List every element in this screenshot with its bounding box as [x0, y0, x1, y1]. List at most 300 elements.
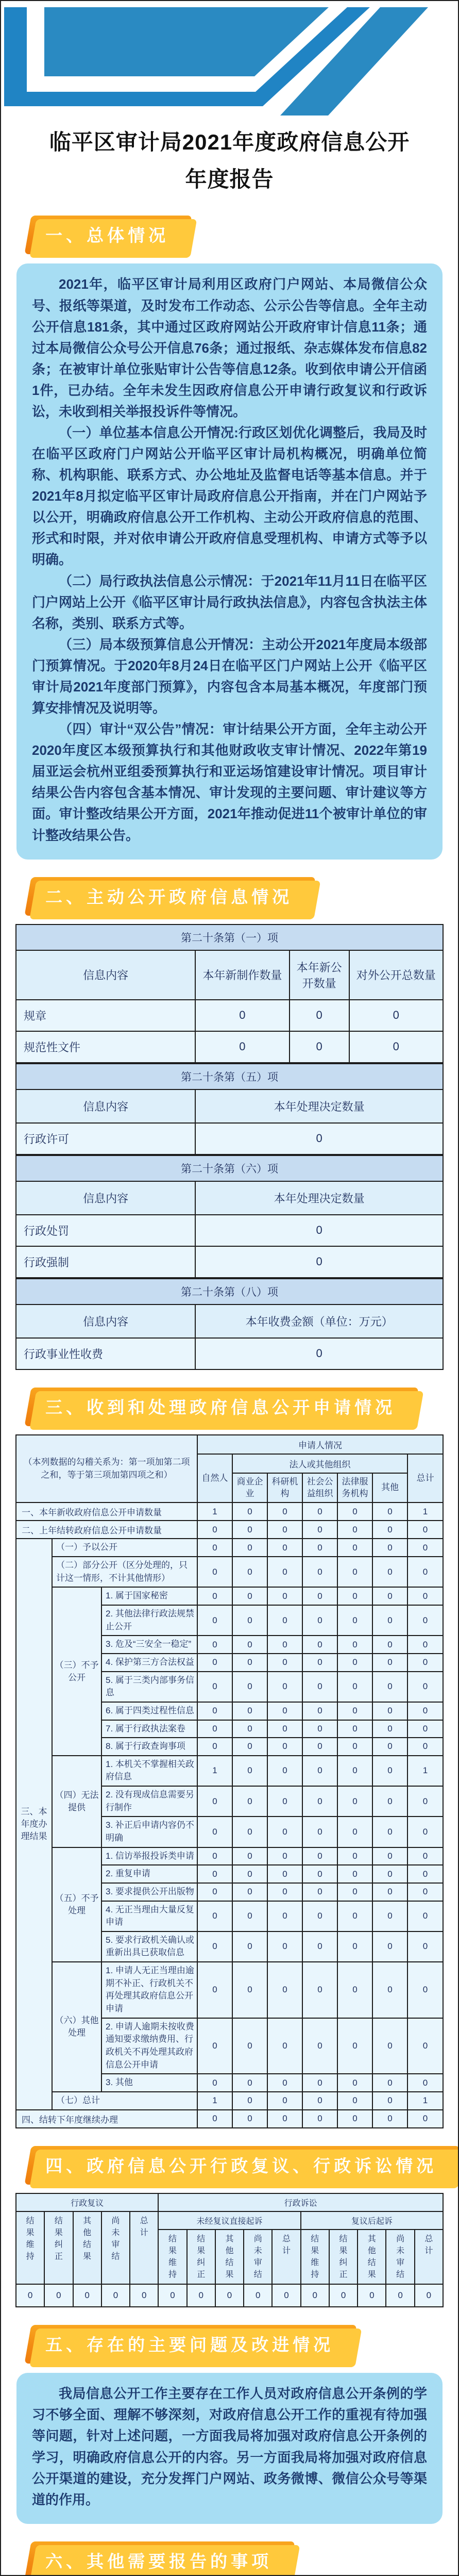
cell-value: 0	[232, 2092, 267, 2110]
cell-value: 0	[267, 1738, 302, 1756]
cell-value: 0	[232, 1847, 267, 1865]
column-header-text: 结果维持	[26, 2216, 35, 2261]
row-label: （二）部分公开（区分处理的，只计这一情形，不计其他情形）	[52, 1557, 197, 1587]
cell-value: 0	[232, 1654, 267, 1672]
column-header: 总计	[407, 1454, 443, 1503]
cell-value: 0	[407, 1605, 443, 1636]
cell-value: 0	[267, 1654, 302, 1672]
cell-value: 0	[415, 2284, 443, 2307]
cell-value: 0	[337, 2110, 372, 2128]
cell-value: 0	[197, 1738, 232, 1756]
cell-value: 0	[267, 1720, 302, 1738]
cell-value: 0	[232, 1702, 267, 1720]
cell-value: 0	[372, 1672, 407, 1702]
cell-value: 0	[407, 1557, 443, 1587]
cell-value: 0	[372, 1865, 407, 1883]
cell-value: 0	[337, 1883, 372, 1901]
group-header: 第二十条第（一）项	[16, 924, 443, 950]
table-row	[16, 1539, 443, 1557]
cell-value: 0	[267, 1702, 302, 1720]
cell-value: 1	[407, 2092, 443, 2110]
cell-value: 0	[267, 1557, 302, 1587]
column-header-text: 其他结果	[225, 2234, 234, 2280]
cell-value: 0	[158, 2284, 186, 2307]
cell-value: 0	[197, 1636, 232, 1654]
cell-value: 0	[195, 1246, 443, 1278]
column-header: 对外公开总数量	[349, 950, 443, 1000]
cell-value: 0	[337, 2074, 372, 2092]
cell-value: 0	[197, 1672, 232, 1702]
cell-value: 0	[232, 1786, 267, 1817]
cell-value: 0	[302, 1539, 337, 1557]
row-label: 2. 没有现成信息需要另行制作	[101, 1786, 197, 1817]
table-row	[16, 1064, 443, 1089]
row-label: 3. 补正后申请内容仍不明确	[101, 1817, 197, 1847]
table-row	[16, 1962, 443, 2018]
cell-value: 0	[372, 2074, 407, 2092]
column-header-text: 尚未审结	[253, 2234, 262, 2280]
cell-value: 0	[267, 1672, 302, 1702]
column-header	[73, 2211, 101, 2285]
cell-value: 0	[302, 1883, 337, 1901]
section2-banner	[28, 877, 458, 916]
cell-value: 0	[232, 1720, 267, 1738]
cell-value: 0	[337, 1605, 372, 1636]
table-row	[16, 1155, 443, 1181]
paragraph: 2021年，临平区审计局利用区政府门户网站、本局微信公众号、报纸等渠道，及时发布工作动态、公示公告等信息。全年主动公开信息181条，其中通过区政府网站公开政府审计信息11条；通过本局微信公众号公开信息76条；通过报纸、杂志媒体发布信息82条；在被审计单位张贴审计公告等信息12条。收到依申请公开信函1件，已办结。全年未发生因政府信息公开申请行政复议和行政诉讼，未收到相关举报投诉件等情况。	[32, 276, 427, 419]
cell-value: 0	[195, 1338, 443, 1369]
table-row	[16, 2284, 443, 2307]
cell-value: 0	[372, 1539, 407, 1557]
cell-value: 0	[267, 2110, 302, 2128]
cell-value: 0	[267, 1962, 302, 2018]
cell-value: 0	[302, 1817, 337, 1847]
cell-value: 0	[372, 1636, 407, 1654]
table-row	[16, 1435, 443, 1454]
row-label: 6. 属于四类过程性信息	[101, 1702, 197, 1720]
cell-value: 0	[407, 1786, 443, 1817]
cell-value: 0	[302, 1720, 337, 1738]
cell-value: 0	[302, 1847, 337, 1865]
cell-value: 0	[302, 1702, 337, 1720]
cell-value: 0	[232, 1817, 267, 1847]
column-header	[358, 2230, 386, 2285]
row-label: （六）其他处理	[52, 1962, 101, 2092]
cell-value: 1	[407, 1756, 443, 1786]
cell-value: 0	[195, 1031, 289, 1063]
section2-banner-shape	[24, 877, 315, 916]
column-header: 本年处理决定数量	[195, 1181, 443, 1215]
cell-value: 0	[407, 1672, 443, 1702]
cell-value: 0	[337, 1521, 372, 1539]
cell-value: 0	[267, 1756, 302, 1786]
cell-value: 0	[232, 2110, 267, 2128]
cell-value: 0	[267, 2018, 302, 2074]
cell-value: 0	[232, 1931, 267, 1962]
cell-value: 0	[302, 1931, 337, 1962]
cell-value: 0	[197, 1817, 232, 1847]
cell-value: 0	[372, 1502, 407, 1521]
row-label: 8. 属于行政查询事项	[101, 1738, 197, 1756]
cell-value: 0	[337, 1636, 372, 1654]
cell-value: 0	[372, 1962, 407, 2018]
section1-banner-shape	[24, 216, 192, 254]
cell-value: 0	[302, 1636, 337, 1654]
cell-value: 0	[407, 1539, 443, 1557]
cell-value: 0	[197, 2018, 232, 2074]
cell-value: 0	[337, 1786, 372, 1817]
cell-value: 0	[302, 1962, 337, 2018]
cell-value: 0	[301, 2284, 329, 2307]
column-header-text: 总计	[282, 2234, 291, 2255]
cell-value: 0	[302, 1786, 337, 1817]
cell-value: 1	[197, 2092, 232, 2110]
row-label: 行政许可	[16, 1123, 195, 1154]
cell-value: 0	[372, 1756, 407, 1786]
column-header	[272, 2230, 300, 2285]
review-litigation-table	[15, 2193, 444, 2308]
section6-banner	[28, 2541, 458, 2576]
cell-value: 0	[372, 1605, 407, 1636]
row-label: 2. 申请人逾期未按收费通知要求缴纳费用、行政机关不再处理其政府信息公开申请	[101, 2018, 197, 2074]
cell-value: 1	[197, 1756, 232, 1786]
section5-content-box	[16, 2373, 443, 2523]
table-note: （本列数据的勾稽关系为：第一项加第二项之和，等于第三项加第四项之和）	[16, 1435, 197, 1503]
cell-value: 0	[302, 2074, 337, 2092]
cell-value: 0	[302, 1502, 337, 1521]
cell-value: 0	[337, 1502, 372, 1521]
cell-value: 0	[232, 2074, 267, 2092]
section3-table	[1, 1434, 458, 2128]
column-header: 科研机构	[267, 1473, 302, 1503]
cell-value: 0	[372, 2110, 407, 2128]
cell-value: 0	[232, 1605, 267, 1636]
row-label: （七）总计	[52, 2092, 197, 2110]
cell-value: 0	[372, 2092, 407, 2110]
cell-value: 0	[372, 1786, 407, 1817]
column-header: 商业企业	[232, 1473, 267, 1503]
cell-value: 0	[407, 1654, 443, 1672]
column-header: 社会公益组织	[302, 1473, 337, 1503]
review-header: 行政复议	[16, 2193, 158, 2211]
column-header: 其他	[372, 1473, 407, 1503]
cell-value: 0	[267, 1636, 302, 1654]
table-row	[16, 2211, 443, 2230]
cell-value: 0	[407, 1883, 443, 1901]
section5-banner-shape	[24, 2325, 356, 2364]
cell-value: 0	[372, 1883, 407, 1901]
cell-value: 0	[302, 1654, 337, 1672]
cell-value: 0	[232, 1756, 267, 1786]
cell-value: 0	[267, 1502, 302, 1521]
cell-value: 0	[407, 1847, 443, 1865]
row-label: 7. 属于行政执法案卷	[101, 1720, 197, 1738]
column-header-text: 其他结果	[83, 2216, 92, 2261]
cell-value: 0	[232, 1539, 267, 1557]
section4-banner-shape	[24, 2146, 459, 2185]
column-header	[187, 2230, 215, 2285]
table-row	[16, 1557, 443, 1587]
cell-value: 0	[187, 2284, 215, 2307]
group-header: 第二十条第（六）项	[16, 1155, 443, 1181]
row-label: 一、本年新收政府信息公开申请数量	[16, 1502, 197, 1521]
cell-value: 0	[195, 1215, 443, 1246]
row-label: 4. 无正当理由大量反复申请	[101, 1901, 197, 1931]
page-title-line2: 年度报告	[185, 167, 274, 192]
section1-banner	[28, 216, 458, 254]
cell-value: 0	[407, 2110, 443, 2128]
cell-value: 0	[302, 1521, 337, 1539]
cell-value: 0	[337, 1962, 372, 2018]
cell-value: 0	[407, 1587, 443, 1605]
cell-value: 0	[302, 1605, 337, 1636]
cell-value: 0	[407, 1738, 443, 1756]
cell-value: 0	[302, 1557, 337, 1587]
table-row	[16, 1181, 443, 1215]
cell-value: 0	[267, 1865, 302, 1883]
section2-heading: 二、主动公开政府信息情况	[45, 887, 293, 906]
cell-value: 0	[197, 1539, 232, 1557]
cell-value: 0	[337, 1654, 372, 1672]
column-header: 信息内容	[16, 1089, 195, 1123]
cell-value: 0	[197, 1786, 232, 1817]
row-label: 4. 保护第三方合法权益	[101, 1654, 197, 1672]
cell-value: 0	[372, 1847, 407, 1865]
row-label: 5. 属于三类内部事务信息	[101, 1672, 197, 1702]
cell-value: 0	[407, 1962, 443, 2018]
paragraph: （一）单位基本信息公开情况:行政区划优化调整后，我局及时在临平区政府门户网站公开临平区审计局机构概况，明确单位简称、机构职能、联系方式、办公地址及监督电话等基本信息。并于2021年8月拟定临平区审计局政府信息公开指南，并在门户网站予以公开，明确政府信息公开工作机构、主动公开政府信息的范围、形式和时限，并对依申请公开政府信息受理机构、申请方式等予以明确。	[32, 425, 427, 568]
column-header	[215, 2230, 244, 2285]
section3-heading: 三、收到和处理政府信息公开申请情况	[45, 1397, 396, 1417]
column-header	[16, 2211, 44, 2285]
statute-table	[15, 1278, 444, 1370]
cell-value: 0	[267, 1521, 302, 1539]
row-label: 行政事业性收费	[16, 1338, 195, 1369]
cell-value: 0	[372, 1702, 407, 1720]
section1-heading: 一、总体情况	[45, 226, 169, 245]
section6-banner-shape	[24, 2541, 295, 2576]
direct-suit-header: 未经复议直接起诉	[158, 2211, 300, 2230]
cell-value: 0	[372, 1587, 407, 1605]
row-label: 行政处罚	[16, 1215, 195, 1246]
paragraph: （二）局行政执法信息公示情况：于2021年11月11日在临平区门户网站上公开《临平区审计局行政执法信息》，内容包含执法主体名称，类别、联系方式等。	[32, 573, 428, 631]
cell-value: 0	[302, 1901, 337, 1931]
cell-value: 0	[267, 1817, 302, 1847]
cell-value: 0	[407, 1720, 443, 1738]
section5-banner	[28, 2325, 458, 2364]
table-row	[16, 1756, 443, 1786]
cell-value: 0	[337, 1720, 372, 1738]
cell-value: 0	[290, 1000, 349, 1031]
cell-value: 0	[244, 2284, 272, 2307]
cell-value: 0	[101, 2284, 130, 2307]
cell-value: 0	[44, 2284, 73, 2307]
cell-value: 0	[16, 2284, 44, 2307]
after-review-suit-header: 复议后起诉	[301, 2211, 443, 2230]
section6-heading: 六、其他需要报告的事项	[45, 2551, 273, 2571]
cell-value: 0	[302, 2018, 337, 2074]
table-row	[16, 2193, 443, 2211]
column-header-text: 尚未审结	[396, 2234, 405, 2280]
column-header: 本年新公开数量	[290, 950, 349, 1000]
column-header: 本年新制作数量	[195, 950, 289, 1000]
cell-value: 0	[197, 1865, 232, 1883]
cell-value: 0	[232, 1883, 267, 1901]
cell-value: 0	[232, 1738, 267, 1756]
row-label: （三）不予公开	[52, 1587, 101, 1755]
cell-value: 0	[197, 1654, 232, 1672]
statute-table	[15, 1155, 444, 1278]
cell-value: 0	[302, 1738, 337, 1756]
section4-heading: 四、政府信息公开行政复议、行政诉讼情况	[45, 2156, 437, 2175]
cell-value: 0	[407, 1636, 443, 1654]
row-label: 3. 其他	[101, 2074, 197, 2092]
cell-value: 0	[232, 1557, 267, 1587]
cell-value: 0	[372, 1521, 407, 1539]
cell-value: 0	[232, 1587, 267, 1605]
cell-value: 0	[267, 1786, 302, 1817]
column-header: 信息内容	[16, 950, 195, 1000]
cell-value: 0	[337, 2092, 372, 2110]
row-label: 1. 信访举报投诉类申请	[101, 1847, 197, 1865]
section5-heading: 五、存在的主要问题及改进情况	[45, 2335, 334, 2355]
cell-value: 0	[232, 1901, 267, 1931]
cell-value: 0	[407, 1817, 443, 1847]
cell-value: 0	[197, 1557, 232, 1587]
column-header: 信息内容	[16, 1304, 195, 1338]
section3-banner-shape	[24, 1388, 418, 1426]
cell-value: 0	[337, 1557, 372, 1587]
row-label: 规范性文件	[16, 1031, 195, 1063]
paragraph: 我局信息公开工作主要存在工作人员对政府信息公开条例的学习不够全面、理解不够深刻，对政府信息公开工作的重视有待加强等问题，针对上述问题，一方面我局将加强对政府信息公开条例的学习，明确政府信息公开的内容。另一方面我局将加强对政府信息公开渠道的建设，充分发挥门户网站、政务微博、微信公众号等渠道的作用。	[32, 2386, 427, 2507]
cell-value: 0	[372, 1557, 407, 1587]
cell-value: 0	[232, 1865, 267, 1883]
cell-value: 0	[197, 1931, 232, 1962]
paragraph: （四）审计“双公告”情况：审计结果公开方面，全年主动公开2020年度区本级预算执行和其他财政收支审计情况、2022年第19届亚运会杭州亚组委预算执行和亚运场馆建设审计情况。项目审计结果公告内容包含基本情况、审计发现的主要问题、审计建议等方面。审计整改结果公开方面，2021年推动促进11个被审计单位的审计整改结果公告。	[32, 721, 427, 843]
cell-value: 0	[195, 1000, 289, 1031]
column-header-text: 其他结果	[367, 2234, 376, 2280]
table-row	[16, 1089, 443, 1123]
cell-value: 0	[267, 1901, 302, 1931]
column-header-text: 结果维持	[168, 2234, 177, 2280]
row-label: 四、结转下年度继续办理	[16, 2110, 197, 2128]
column-header: 自然人	[197, 1454, 232, 1503]
cell-value: 0	[386, 2284, 414, 2307]
cell-value: 0	[407, 2018, 443, 2074]
cell-value: 0	[267, 1931, 302, 1962]
table-row	[16, 1304, 443, 1338]
table-row	[16, 1279, 443, 1304]
cell-value: 0	[232, 2018, 267, 2074]
cell-value: 0	[372, 1738, 407, 1756]
column-header-text: 总计	[424, 2234, 433, 2255]
section4-banner	[28, 2146, 458, 2185]
group-header: 第二十条第（五）项	[16, 1064, 443, 1089]
cell-value: 0	[337, 1901, 372, 1931]
row-label: 三、本年度办理结果	[16, 1539, 52, 2109]
cell-value: 0	[197, 1962, 232, 2018]
section4-table	[1, 2193, 458, 2308]
cell-value: 0	[267, 1587, 302, 1605]
cell-value: 0	[267, 1539, 302, 1557]
group-header: 第二十条第（八）项	[16, 1279, 443, 1304]
cell-value: 0	[337, 1931, 372, 1962]
table-row	[16, 1246, 443, 1278]
cell-value: 0	[232, 1502, 267, 1521]
cell-value: 0	[267, 1883, 302, 1901]
column-header	[386, 2230, 414, 2285]
page-title-line1: 临平区审计局2021年度政府信息公开	[49, 130, 410, 154]
cell-value: 0	[337, 2018, 372, 2074]
cell-value: 0	[267, 1605, 302, 1636]
table-row	[16, 1338, 443, 1369]
column-header	[158, 2230, 186, 2285]
row-label: 1. 本机关不掌握相关政府信息	[101, 1756, 197, 1786]
column-header: 本年收费金额（单位：万元）	[195, 1304, 443, 1338]
cell-value: 0	[232, 1521, 267, 1539]
legal-group-header: 法人或其他组织	[232, 1454, 407, 1473]
cell-value: 0	[197, 2110, 232, 2128]
cell-value: 0	[337, 1672, 372, 1702]
litigation-header: 行政诉讼	[158, 2193, 443, 2211]
row-label: 2. 其他法律行政法规禁止公开	[101, 1605, 197, 1636]
row-label: 规章	[16, 1000, 195, 1031]
cell-value: 0	[372, 1654, 407, 1672]
cell-value: 0	[372, 1817, 407, 1847]
column-header	[44, 2211, 73, 2285]
section1-content-box	[16, 263, 443, 859]
cell-value: 0	[197, 1901, 232, 1931]
cell-value: 0	[407, 1901, 443, 1931]
statute-table	[15, 924, 444, 1063]
column-header-text: 结果纠正	[54, 2216, 63, 2261]
row-label: 行政强制	[16, 1246, 195, 1278]
table-row	[16, 1000, 443, 1031]
statute-table	[15, 1063, 444, 1155]
cell-value: 0	[197, 1883, 232, 1901]
row-label: 2. 重复申请	[101, 1865, 197, 1883]
cell-value: 1	[407, 1502, 443, 1521]
cell-value: 0	[407, 1931, 443, 1962]
cell-value: 0	[372, 1720, 407, 1738]
table-row	[16, 1031, 443, 1063]
column-header-text: 结果纠正	[339, 2234, 348, 2280]
cell-value: 0	[407, 1865, 443, 1883]
cell-value: 0	[358, 2284, 386, 2307]
column-header: 信息内容	[16, 1181, 195, 1215]
cell-value: 0	[232, 1672, 267, 1702]
table-row	[16, 2110, 443, 2128]
cell-value: 1	[197, 1502, 232, 1521]
column-header-text: 尚未审结	[111, 2216, 120, 2261]
cell-value: 0	[337, 1847, 372, 1865]
cell-value: 0	[267, 2074, 302, 2092]
cell-value: 0	[267, 1847, 302, 1865]
row-label: 3. 危及“三安全一稳定”	[101, 1636, 197, 1654]
cell-value: 0	[130, 2284, 158, 2307]
cell-value: 0	[232, 1636, 267, 1654]
cell-value: 0	[290, 1031, 349, 1063]
cell-value: 0	[407, 2074, 443, 2092]
cell-value: 0	[272, 2284, 300, 2307]
cell-value: 0	[337, 1702, 372, 1720]
table-row	[16, 1847, 443, 1865]
section2-tables	[1, 924, 458, 1370]
cell-value: 0	[197, 1605, 232, 1636]
column-header	[130, 2211, 158, 2285]
column-header-text: 结果维持	[311, 2234, 319, 2280]
column-header	[244, 2230, 272, 2285]
